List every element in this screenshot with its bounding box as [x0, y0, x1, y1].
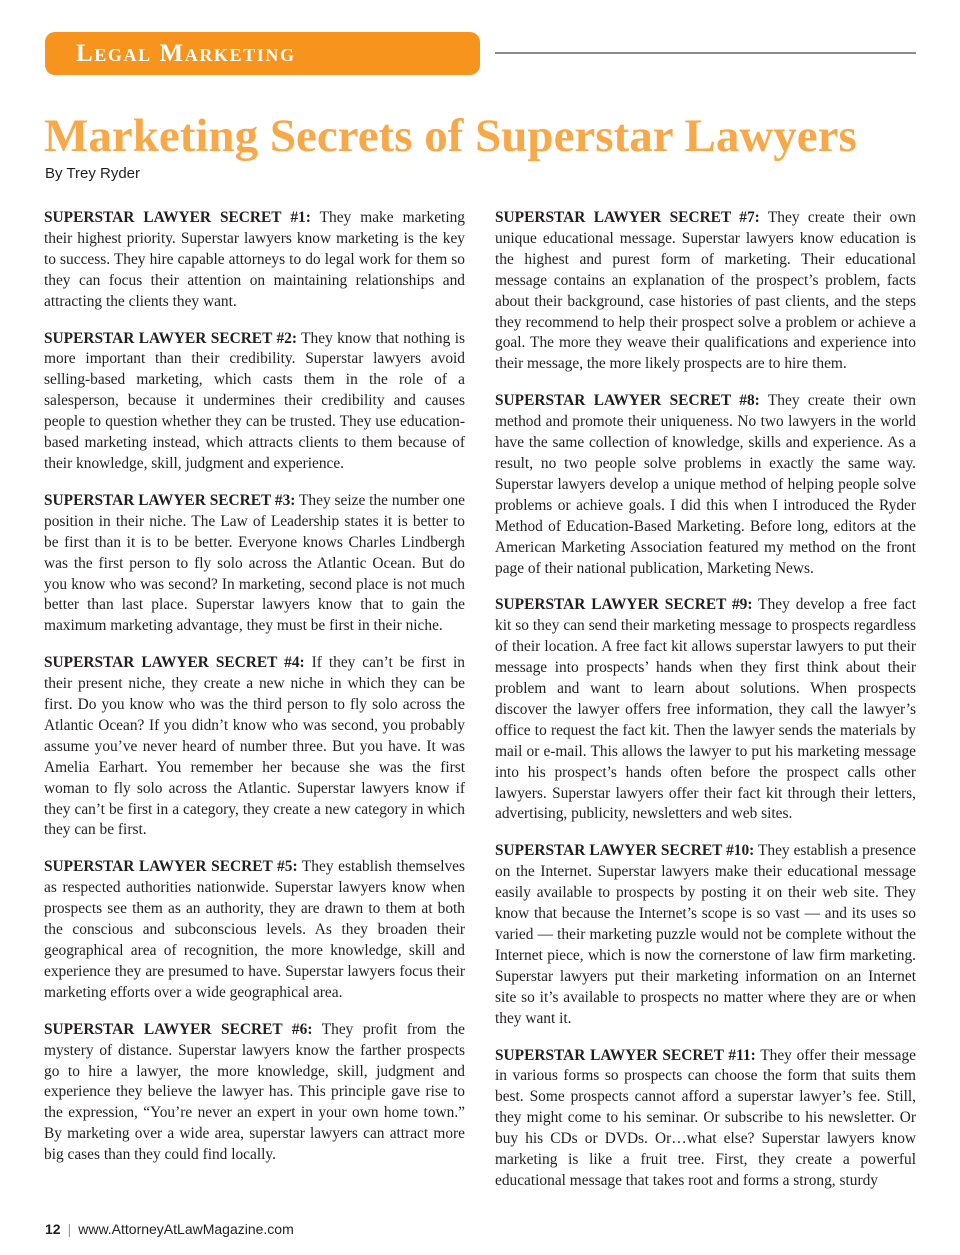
secret-text: They create their own unique educational message. Superstar lawyers know education is the highest and purest form of marketing. Their educational message contains an explanation of the prospect’s problem, facts about their background, case histories of past clients, and the steps they recommend to help their prospect solve a problem or achieve a goal. The more they weave their qualifications and experience into their message, the more likely prospects are to hire them. [495, 209, 916, 373]
secret-lead: SUPERSTAR LAWYER SECRET #1: [44, 209, 311, 226]
secret-paragraph [495, 1046, 916, 1192]
secret-text: They develop a free fact kit so they can send their marketing message to prospects regardless of their location. A free fact kit allows superstar lawyers to put their message into prospects’ hands when they first think about their problem and want to learn about solutions. When prospects discover the lawyer offers free information, they call the lawyer’s office to request the fact kit. Then the lawyer sends the materials by mail or e-mail. This allows the lawyer to put his marketing message into his prospect’s hands often before the prospect calls other lawyers. Superstar lawyers offer their fact kit through their letters, advertising, publicity, newsletters and web sites. [495, 596, 917, 823]
header-rule [495, 52, 916, 54]
footer-website: www.AttorneyAtLawMagazine.com [78, 1221, 294, 1237]
page-footer [45, 1220, 294, 1238]
section-label-tab [45, 32, 480, 75]
secret-lead: SUPERSTAR LAWYER SECRET #6: [44, 1020, 313, 1038]
secret-paragraph [44, 208, 465, 313]
secret-text: They create their own method and promote their uniqueness. No two lawyers in the world have the same collection of knowledge, skills and experience. As a result, no two people solve problems in exactly the same way. Superstar lawyers develop a unique method of helping people solve problems or achieve goals. I did this when I introduced the Ryder Method of Education-Based Marketing. Before long, editors at the American Marketing Association featured my method on the front page of their national publication, Marketing News. [495, 392, 916, 577]
secret-lead: SUPERSTAR LAWYER SECRET #11: [495, 1046, 756, 1064]
secret-paragraph [44, 1020, 465, 1166]
secret-paragraph [44, 491, 465, 637]
secret-lead: SUPERSTAR LAWYER SECRET #10: [495, 842, 755, 860]
secret-paragraph [44, 857, 465, 1003]
secret-paragraph [44, 653, 465, 841]
secret-text: They profit from the mystery of distance. Superstar lawyers know the farther prospects go to hire a lawyer, the more knowledge, skill, judgment and experience they believe the lawyer has. This principle gave rise to the expression, “You’re never an expert in your own home town.” By marketing over a wide area, superstar lawyers can attract more big cases than they could find locally. [44, 1020, 465, 1164]
secret-lead: SUPERSTAR LAWYER SECRET #9: [495, 596, 753, 614]
secret-text: They make marketing their highest priority. Superstar lawyers know marketing is the key to success. They hire capable attorneys to do legal work for them so they can focus their attention on maintaining relationships and attracting the clients they want. [44, 209, 465, 310]
secret-lead: SUPERSTAR LAWYER SECRET #3: [44, 491, 296, 509]
secret-text: They establish a presence on the Internet. Superstar lawyers make their educational message easily available to prospects by posting it on their web site. They know that because the Internet’s scope is so vast — and its uses so varied — their marketing puzzle would not be complete without the Internet piece, which is now the cornerstone of law firm marketing. Superstar lawyers put their marketing information on an Internet site so it’s available to prospects no matter where they are or when they want it. [495, 842, 917, 1027]
secret-lead: SUPERSTAR LAWYER SECRET #4: [44, 654, 305, 672]
section-label: Legal Marketing [76, 39, 296, 67]
secret-text: They know that nothing is more important than their credibility. Superstar lawyers avoid selling-based marketing, which casts them in the role of a salesperson, because it undermines their credibility and causes people to question whether they can be trusted. They use education-based marketing instead, which attracts clients to them because of their knowledge, skill, judgment and experience. [44, 329, 465, 472]
footer-separator: | [67, 1221, 72, 1237]
secret-paragraph [44, 329, 465, 475]
secret-lead: SUPERSTAR LAWYER SECRET #8: [495, 392, 760, 410]
secret-text: They offer their message in various forms so prospects can choose the form that suits them best. Some prospects cannot afford a superstar lawyer’s fee. Still, they might come to his seminar. Or subscribe to his newsletter. Or buy his CDs or DVDs. Or…what else? Superstar lawyers know marketing is like a fruit tree. First, they create a powerful educational message that takes root and forms a strong, sturdy [495, 1046, 916, 1189]
secret-lead: SUPERSTAR LAWYER SECRET #2: [44, 329, 297, 347]
secret-lead: SUPERSTAR LAWYER SECRET #5: [44, 858, 298, 876]
secret-paragraph [495, 841, 916, 1029]
secret-text: If they can’t be first in their present niche, they create a new niche in which they can be first. Do you know who was the third person to fly solo across the Atlantic Ocean? If you didn’t know who was second, you probably assume you’ve never heard of number three. But you have. It was Amelia Earhart. You remember her because she was the first woman to fly solo across the Atlantic. Superstar lawyers know if they can’t be first in a category, they create a new category in which they can be first. [44, 654, 465, 839]
left-column [44, 208, 465, 1182]
byline: By Trey Ryder [45, 165, 141, 182]
secret-lead: SUPERSTAR LAWYER SECRET #7: [495, 209, 760, 226]
page-number: 12 [45, 1221, 61, 1237]
secret-text: They establish themselves as respected authorities nationwide. Superstar lawyers know when prospects see them as an authority, they are drawn to them at both the conscious and subconscious levels. As they broaden their geographical area of recognition, the more knowledge, skill and experience they are presumed to have. Superstar lawyers focus their marketing efforts over a wide geographical area. [44, 858, 465, 1001]
secret-text: They seize the number one position in their niche. The Law of Leadership states it is better to be first than it is to be better. Everyone knows Charles Lindbergh was the first person to fly solo across the Atlantic Ocean. But do you know who was second? In marketing, second place is not much better than last place. Superstar lawyers know that to gain the maximum marketing advantage, they must be first in their niche. [44, 491, 465, 635]
right-column [495, 208, 916, 1208]
secret-paragraph [495, 595, 916, 825]
article-title: Marketing Secrets of Superstar Lawyers [44, 110, 857, 162]
secret-paragraph [495, 208, 916, 375]
secret-paragraph [495, 391, 916, 579]
